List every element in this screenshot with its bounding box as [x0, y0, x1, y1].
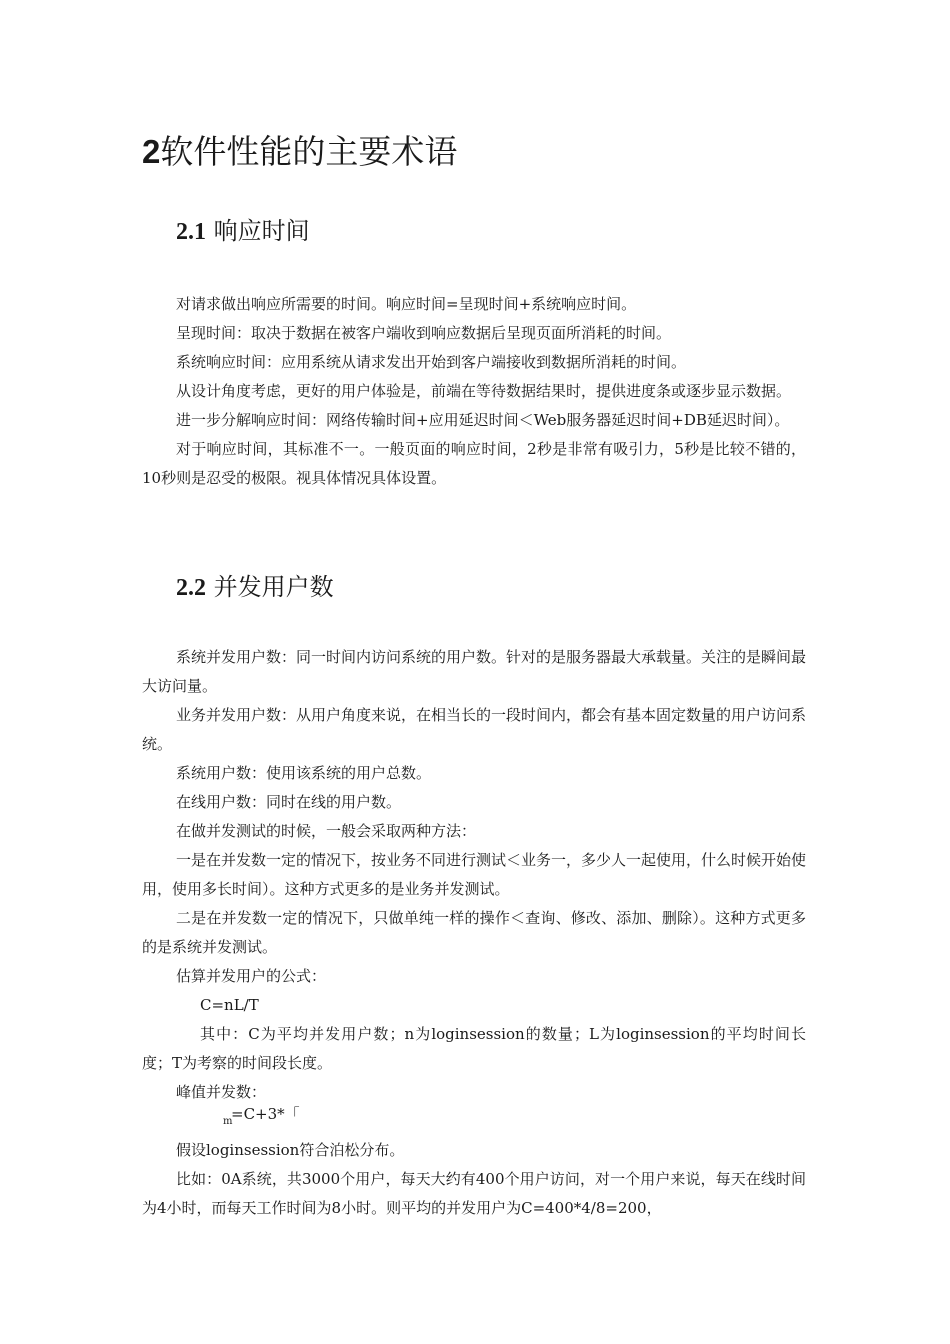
chapter-heading — [142, 132, 457, 172]
paragraph: 系统用户数：使用该系统的用户总数。 — [176, 764, 432, 782]
peak-expression: =C+3*「 — [231, 1105, 300, 1123]
paragraph: 在线用户数：同时在线的用户数。 — [176, 793, 402, 811]
paragraph: 假设loginsession符合泊松分布。 — [176, 1141, 405, 1159]
paragraph: 从设计角度考虑，更好的用户体验是，前端在等待数据结果时，提供进度条或逐步显示数据。 — [176, 382, 792, 400]
paragraph: 在做并发测试的时候，一般会采取两种方法： — [176, 822, 477, 840]
formula: C=nL/T — [200, 996, 259, 1014]
paragraph: 估算并发用户的公式： — [176, 967, 327, 985]
section-heading-2-2 — [176, 572, 334, 603]
paragraph: 二是在并发数一定的情况下，只做单纯一样的操作＜查询、修改、添加、删除）。这种方式更多的是系统并发测试。 — [142, 909, 806, 956]
peak-label: 峰值并发数： — [176, 1083, 267, 1101]
peak-formula — [142, 1107, 806, 1136]
paragraph: 业务并发用户数：从用户角度来说，在相当长的一段时间内，都会有基本固定数量的用户访问系统。 — [142, 706, 807, 753]
paragraph: 一是在并发数一定的情况下，按业务不同进行测试＜业务一，多少人一起使用，什么时候开始使用，使用多长时间）。这种方式更多的是业务并发测试。 — [142, 851, 807, 898]
formula-note: 其中：C为平均并发用户数；n为loginsession的数量；L为loginsession的平均时间长度；T为考察的时间段长度。 — [142, 1025, 806, 1072]
section-number: 2.1 — [176, 219, 206, 245]
section-heading-2-1 — [176, 216, 310, 247]
paragraph: 进一步分解响应时间：网络传输时间+应用延迟时间＜Web服务器延迟时间+DB延迟时间）。 — [176, 411, 790, 429]
chapter-title: 软件性能的主要术语 — [160, 132, 458, 171]
peak-subscript: m — [223, 1116, 233, 1127]
section-number: 2.2 — [176, 575, 206, 601]
chapter-number: 2 — [142, 133, 161, 170]
paragraph: 比如：0A系统，共3000个用户，每天大约有400个用户访问，对一个用户来说，每天在线时间为4小时，而每天工作时间为8小时。则平均的并发用户为C=400*4/8=200， — [142, 1170, 806, 1217]
section-body-2-1 — [142, 290, 806, 493]
section-title: 并发用户数 — [213, 573, 334, 601]
section-body-2-2 — [142, 643, 806, 1223]
section-title: 响应时间 — [213, 217, 310, 245]
paragraph: 对请求做出响应所需要的时间。响应时间=呈现时间+系统响应时间。 — [176, 295, 637, 313]
paragraph: 系统并发用户数：同一时间内访问系统的用户数。针对的是服务器最大承载量。关注的是瞬间最大访问量。 — [142, 648, 807, 695]
paragraph: 系统响应时间：应用系统从请求发出开始到客户端接收到数据所消耗的时间。 — [176, 353, 687, 371]
paragraph: 对于响应时间，其标准不一。一般页面的响应时间，2秒是非常有吸引力，5秒是比较不错的，10秒则是忍受的极限。视具体情况具体设置。 — [142, 440, 806, 487]
paragraph: 呈现时间：取决于数据在被客户端收到响应数据后呈现页面所消耗的时间。 — [176, 324, 672, 342]
